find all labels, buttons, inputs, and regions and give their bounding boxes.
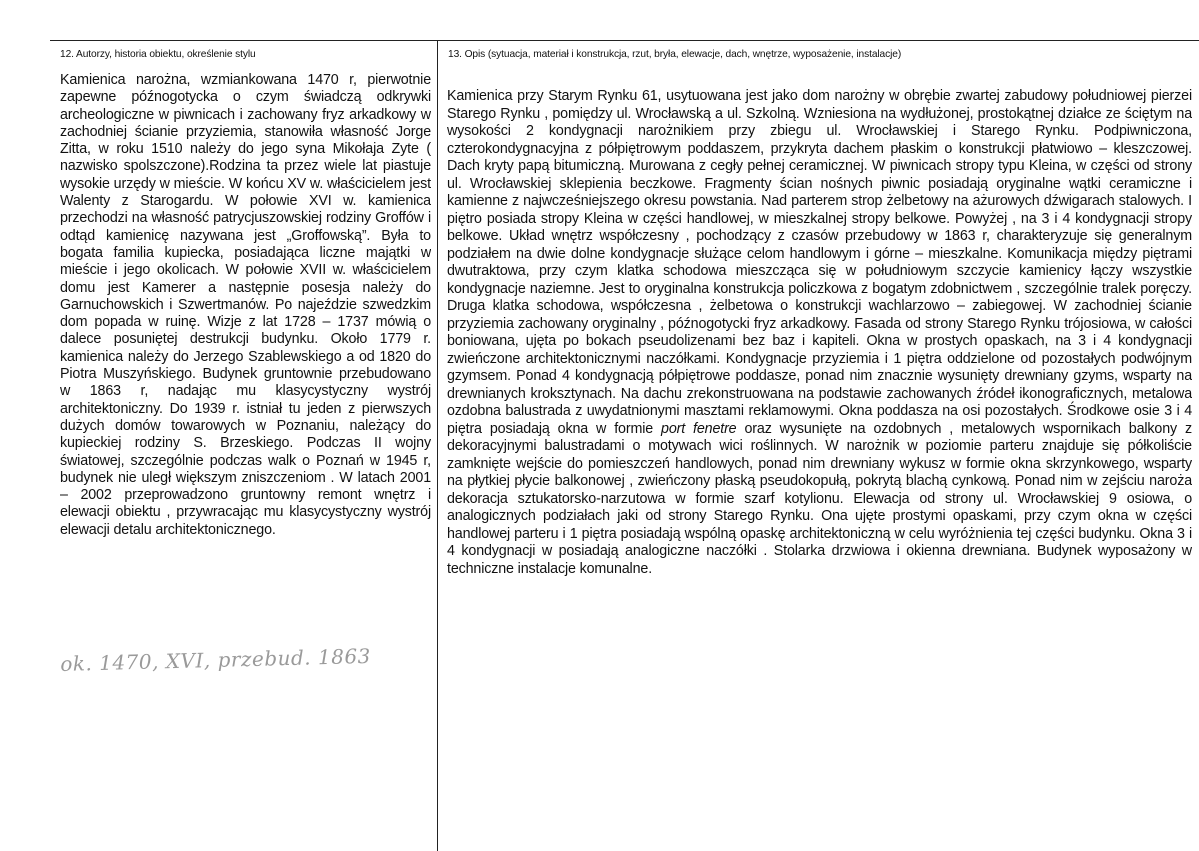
table-top-border <box>50 40 1199 41</box>
history-column <box>60 72 431 539</box>
description-italic-term: port fenetre <box>661 420 737 437</box>
description-column <box>447 88 1192 578</box>
history-paragraph: Kamienica narożna, wzmiankowana 1470 r, pierwotnie zapewne późnogotycka o czym świadczą odkrywki archeologiczne w piwnicach i zachowany fryz arkadkowy w zachodniej ścianie przyziemia, stanowiła własność Jorge Zitta, w roku 1510 należy do jego syna Mikołaja Zyte ( nazwisko spolszczone).Rodzina ta przez wiele lat piastuje wysokie urzędy w mieście. W końcu XV w. właścicielem jest Walenty z Starogardu. W połowie XVI w. kamienica przechodzi na własność patrycjuszowskiej rodziny Groffów i odtąd kamienicę nazywana jest „Groffowską”. Była to bogata familia kupiecka, posiadająca liczne majątki w mieście i jego okolicach. W połowie XVII w. właścicielem domu jest Kamerer a następnie posesja należy do Garnuchowskich i Szwertmanów. Po najeździe szwedzkim dom popada w ruinę. Wizje z lat 1728 – 1737 mówią o dalece posuniętej destrukcji budynku. Około 1779 r. kamienica należy do Jerzego Szablewskiego a od 1820 do Piotra Muszyńskiego. Budynek gruntownie przebudowano w 1863 r, nadając mu klasycystyczny wystrój architektoniczny. Do 1939 r. istniał tu jeden z pierwszych dużych domów towarowych w Poznaniu, należący do kupieckiej rodziny S. Brzeskiego. Podczas II wojny światowej, szczególnie podczas walk o Poznań w 1945 r, budynek nie uległ większym zniszczeniom . W latach 2001 – 2002 przeprowadzono gruntowny remont wnętrz i elewacji obiektu , przywracając mu klasycystyczny wystrój elewacji detalu architektonicznego. <box>60 72 431 538</box>
section-13-heading: 13. Opis (sytuacja, materiał i konstrukcja, rzut, bryła, elewacje, dach, wnętrze, wyposażenie, instalacje) <box>448 49 902 60</box>
column-divider <box>437 40 438 851</box>
section-12-heading: 12. Autorzy, historia obiektu, określenie stylu <box>60 49 256 60</box>
description-paragraph <box>447 88 1192 578</box>
description-text-1: Kamienica przy Starym Rynku 61, usytuowana jest jako dom narożny w obrębie zwartej zabudowy południowej pierzei Starego Rynku , pomiędzy ul. Wrocławską a ul. Szkolną. Wzniesiona na wydłużonej, prostokątnej działce ze ściętym na wysokości 2 kondygnacji narożnikiem przy zbiegu ul. Wrocławskiej i Starego Rynku. Podpiwniczona, czterokondygnacyjna z półpiętrowym poddaszem, przykryta dachem płaskim o konstrukcji płatwiowo – kleszczowej. Dach kryty papą bitumiczną. Murowana z cegły pełnej ceramicznej. W piwnicach stropy typu Kleina, w części od strony ul. Wrocławskiej sklepienia beczkowe. Fragmenty ścian nośnych piwnic posiadają oryginalne wątki ceramiczne i kamienne z najwcześniejszego okresu powstania. Nad parterem strop żelbetowy na ażurowych dźwigarach stalowych. I piętro posiada stropy Kleina w części handlowej, w mieszkalnej stropy belkowe. Powyżej , na 3 i 4 kondygnacji stropy belkowe. Układ wnętrz współczesny , pochodzący z czasów przebudowy w 1863 r, charakteryzuje się generalnym podziałem na dwie dolne kondygnacje służące celom handlowym i górne – mieszkalne. Komunikacja między piętrami dwutraktowa, przy czym klatka schodowa mieszcząca się w południowym szczycie kamienicy łączy wszystkie kondygnacje naziemne. Jest to oryginalna konstrukcja policzkowa z bogatym zdobnictwem , szczególnie tralek poręczy. Druga klatka schodowa, współczesna , żelbetowa o konstrukcji wachlarzowo – zabiegowej. W zachodniej ścianie przyziemia zachowany oryginalny , późnogotycki fryz arkadkowy. Fasada od strony Starego Rynku trójosiowa, w całości boniowana, ujęta po bokach pseudolizenami bez baz i kapiteli. Okna w prostych opaskach, na 3 i 4 kondygnacji zwieńczone architektonicznymi naczółkami. Kondygnacje przyziemia i 1 piętra oddzielone od pozostałych podwójnym gzymsem. Ponad 4 kondygnacją półpiętrowe poddasze, ponad nim znacznie wysunięty drewniany gzyms, wsparty na drewnianych kroksztynach. Na dachu zrekonstruowana na podstawie zachowanych źródeł ikonograficznych, metalowa ozdobna balustrada z uwydatnionymi masztami reklamowymi. Okna poddasza na osi pozostałych. Środkowe osie 3 i 4 piętra posiadają okna w formie <box>447 88 1192 437</box>
description-text-2: oraz wysunięte na ozdobnych , metalowych wspornikach balkony z dekoracyjnymi balustradami o motywach wici roślinnych. W narożnik w poziomie parteru znajduje się półkoliście zamknięte wejście do pomieszczeń handlowych, ponad nim drewniany wykusz w formie okna skrzynkowego, wsparty na płytkiej płycie balkonowej , zwieńczony płaską pseudokopułą, pokrytą blachą cynkową. Ponad nim w zejściu naroża dekoracja sztukatorsko-narzutowa w formie szarf kotylionu. Elewacja od strony ul. Wrocławskiej 9 osiowa, o analogicznych podziałach jaki od strony Starego Rynku. Ona ujęte prostymi opaskami, przy czym okna w części handlowej parteru i 1 piętra posiadają wspólną opaskę architektoniczną w celu wyróżnienia tej części budynku. Okna 3 i 4 kondygnacji w posiadają analogiczne naczółki . Stolarka drzwiowa i okienna drewniana. Budynek wyposażony w techniczne instalacje komunalne. <box>447 420 1192 577</box>
handwritten-note: ok. 1470, XVI, przebud. 1863 <box>60 643 372 676</box>
